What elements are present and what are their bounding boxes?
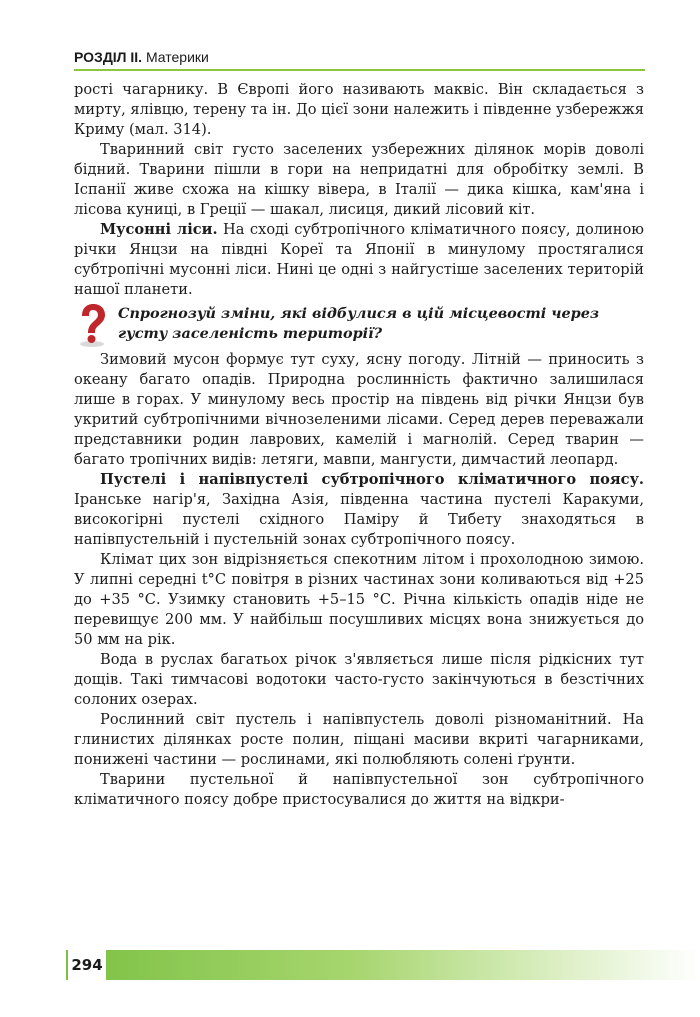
term-monsoon-forests: Мусонні ліси.	[100, 221, 218, 238]
paragraph-monsoon-forests	[74, 220, 644, 300]
question-mark-icon	[74, 302, 110, 348]
paragraph-rivers: Вода в руслах багатьох річок з'являється лише після рідкісних тут дощів. Такі тимчасові водотоки часто-густо закінчуються в безстічних солоних озерах.	[74, 651, 644, 708]
question-text: Спрогнозуй зміни, які відбулися в цій місцевості через густу заселеність території?	[118, 305, 600, 342]
page-number: 294	[68, 950, 106, 980]
deserts-text: Іранське нагір'я, Західна Азія, південна частина пустелі Каракуми, високогірні пустелі східного Паміру й Тибету знаходяться в напівпустельній і пустельній зонах субтропічного поясу.	[74, 491, 644, 548]
paragraph-monsoon-climate: Зимовий мусон формує тут суху, ясну погоду. Літній — приносить з океану багато опадів. Природна рослинність фактично залишилася лише в горах. У минулому весь простір на південь від річки Янцзи був укритий субтропічними вічнозеленими лісами. Серед дерев переважали представники родин лаврових, камелій і магнолій. Серед тварин — багато тропічних видів: летяги, мавпи, мангусти, димчастий леопард.	[74, 351, 644, 468]
page-body	[74, 80, 644, 810]
section-title: Материки	[145, 49, 209, 65]
question-block	[74, 304, 644, 344]
page-header	[74, 48, 644, 66]
paragraph-flora: Рослинний світ пустель і напівпустель доволі різноманітний. На глинистих ділянках росте полин, піщані масиви вкриті чагарниками, понижені частини — рослинами, які полюбляють солені ґрунти.	[74, 711, 644, 768]
paragraph-maquis: рості чагарнику. В Європі його називають маквіс. Він складається з мирту, ялівцю, терену та ін. До цієї зони належить і південне узбережжя Криму (мал. 314).	[74, 81, 644, 138]
section-label: РОЗДІЛ ІІ.	[74, 49, 143, 65]
term-deserts: Пустелі і напівпустелі субтропічного кліматичного поясу.	[100, 471, 644, 488]
monsoon-forests-text: На сході субтропічного кліматичного поясу, долиною річки Янцзи на півдні Кореї та Японії в минулому простягалися субтропічні мусонні ліси. Нині це одні з найгустіше заселених територій нашої планети.	[74, 221, 644, 298]
paragraph-fauna-desert: Тварини пустельної й напівпустельної зон субтропічного кліматичного поясу добре пристосувалися до життя на відкри-	[74, 771, 644, 808]
header-divider	[74, 69, 645, 71]
paragraph-deserts	[74, 470, 644, 550]
paragraph-fauna-coast: Тваринний світ густо заселених узбережних ділянок морів доволі бідний. Тварини пішли в гори на непридатні для обробітку землі. В Іспанії живе схожа на кішку вівера, в Італії — дика кішка, кам'яна і лісова куниці, в Греції — шакал, лисиця, дикий лісовий кіт.	[74, 141, 644, 218]
paragraph-desert-climate: Клімат цих зон відрізняється спекотним літом і прохолодною зимою. У липні середні t°С повітря в різних частинах зони коливаються від +25 до +35 °С. Узимку становить +5–15 °С. Річна кількість опадів ніде не перевищує 200 мм. У найбільш посушливих місцях вона знижується до 50 мм на рік.	[74, 551, 644, 648]
